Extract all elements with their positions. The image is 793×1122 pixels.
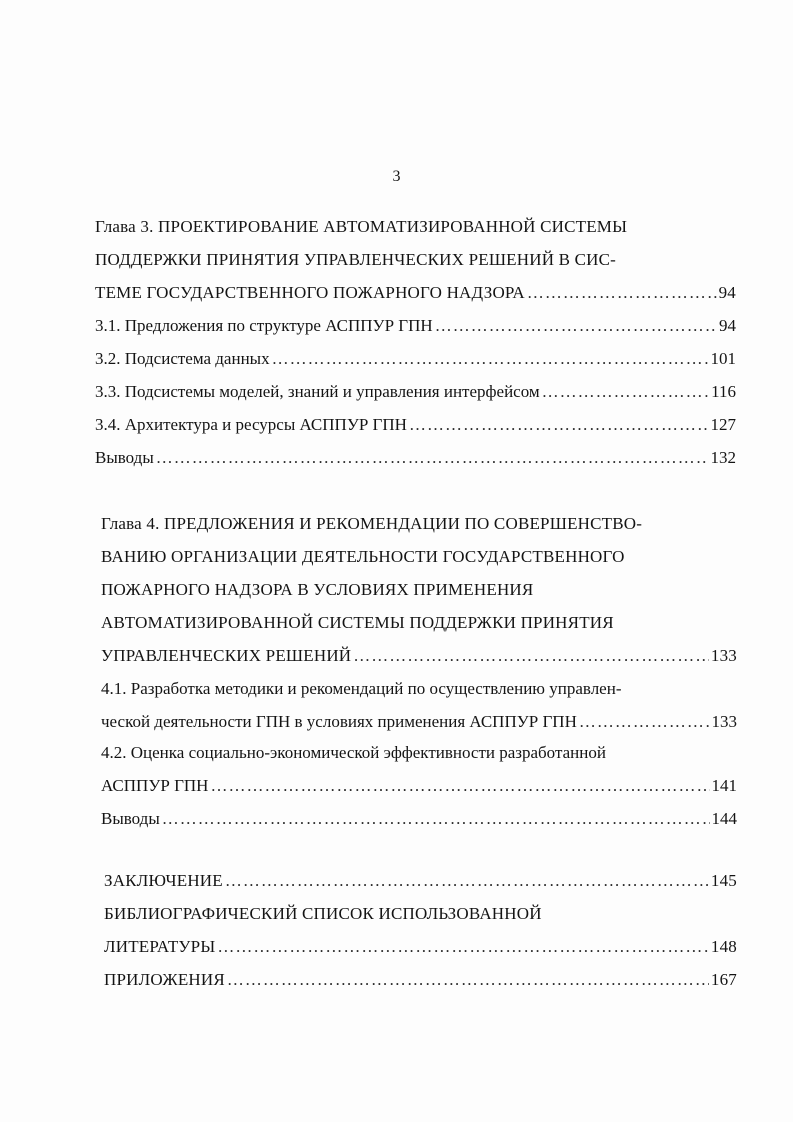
entry-label: 3.4. Архитектура и ресурсы АСППУР ГПН bbox=[95, 415, 407, 434]
page-ref: 145 bbox=[710, 871, 737, 890]
toc-entry-4-2-line-1: 4.2. Оценка социально-экономической эффективности разработанной bbox=[101, 743, 606, 762]
page-ref: 101 bbox=[710, 349, 736, 368]
dot-leader bbox=[353, 645, 709, 667]
dot-leader bbox=[435, 315, 717, 337]
dot-leader bbox=[409, 414, 709, 436]
toc-entry-conclusion[interactable] bbox=[104, 870, 737, 892]
entry-label: АСППУР ГПН bbox=[101, 776, 209, 795]
chapter3-title-line-2: ПОДДЕРЖКИ ПРИНЯТИЯ УПРАВЛЕНЧЕСКИХ РЕШЕНИЙ В СИС- bbox=[95, 250, 617, 269]
chapter4-title-entry[interactable] bbox=[101, 645, 737, 667]
dot-leader bbox=[225, 870, 709, 892]
dot-leader bbox=[156, 447, 709, 469]
chapter3-title-line-1: Глава 3. ПРОЕКТИРОВАНИЕ АВТОМАТИЗИРОВАННОЙ СИСТЕМЫ bbox=[95, 217, 628, 236]
dot-leader bbox=[272, 348, 709, 370]
dot-leader bbox=[542, 381, 709, 403]
entry-label: ЛИТЕРАТУРЫ bbox=[104, 937, 216, 956]
chapter3-title-line-3: ТЕМЕ ГОСУДАРСТВЕННОГО ПОЖАРНОГО НАДЗОРА bbox=[95, 283, 525, 302]
toc-entry-4-1-line-1: 4.1. Разработка методики и рекомендаций по осуществлению управлен- bbox=[101, 679, 622, 698]
entry-label: Выводы bbox=[101, 809, 160, 828]
toc-entry-3-1[interactable] bbox=[95, 315, 736, 337]
dot-leader bbox=[217, 936, 709, 958]
toc-entry-3-conclusions[interactable] bbox=[95, 447, 736, 469]
page-ref: 141 bbox=[711, 776, 737, 795]
entry-label: ческой деятельности ГПН в условиях применения АСППУР ГПН bbox=[101, 712, 577, 731]
entry-label: ПРИЛОЖЕНИЯ bbox=[104, 970, 225, 989]
toc-entry-4-conclusions[interactable] bbox=[101, 808, 737, 830]
toc-entry-4-1[interactable] bbox=[101, 711, 737, 733]
entry-label: ЗАКЛЮЧЕНИЕ bbox=[104, 871, 223, 890]
chapter4-title-line-3: ПОЖАРНОГО НАДЗОРА В УСЛОВИЯХ ПРИМЕНЕНИЯ bbox=[101, 580, 534, 599]
page-ref: 133 bbox=[711, 712, 737, 731]
page-ref: 116 bbox=[711, 382, 736, 401]
chapter4-title-line-5: УПРАВЛЕНЧЕСКИХ РЕШЕНИЙ bbox=[101, 646, 352, 665]
chapter3-title-entry[interactable] bbox=[95, 282, 736, 304]
dot-leader bbox=[227, 969, 709, 991]
toc-entry-bibliography-line-1: БИБЛИОГРАФИЧЕСКИЙ СПИСОК ИСПОЛЬЗОВАННОЙ bbox=[104, 904, 542, 923]
page-ref: 148 bbox=[710, 937, 737, 956]
toc-entry-3-2[interactable] bbox=[95, 348, 736, 370]
dot-leader bbox=[210, 775, 709, 797]
page-ref: 132 bbox=[710, 448, 736, 467]
chapter4-title-line-1: Глава 4. ПРЕДЛОЖЕНИЯ И РЕКОМЕНДАЦИИ ПО СОВЕРШЕНСТВО- bbox=[101, 514, 643, 533]
toc-entry-bibliography[interactable] bbox=[104, 936, 737, 958]
entry-label: 3.3. Подсистемы моделей, знаний и управления интерфейсом bbox=[95, 382, 540, 401]
toc-entry-3-4[interactable] bbox=[95, 414, 736, 436]
entry-label: Выводы bbox=[95, 448, 154, 467]
page-ref: 144 bbox=[711, 809, 737, 828]
toc-entry-appendices[interactable] bbox=[104, 969, 737, 991]
dot-leader bbox=[162, 808, 710, 830]
entry-label: 3.1. Предложения по структуре АСППУР ГПН bbox=[95, 316, 433, 335]
toc-entry-4-2[interactable] bbox=[101, 775, 737, 797]
toc-entry-3-3[interactable] bbox=[95, 381, 736, 403]
chapter4-title-line-4: АВТОМАТИЗИРОВАННОЙ СИСТЕМЫ ПОДДЕРЖКИ ПРИНЯТИЯ bbox=[101, 613, 614, 632]
page-number: 3 bbox=[392, 168, 401, 185]
dot-leader bbox=[579, 711, 710, 733]
page-ref: 167 bbox=[710, 970, 737, 989]
entry-label: 3.2. Подсистема данных bbox=[95, 349, 270, 368]
dot-leader bbox=[527, 282, 717, 304]
chapter4-title-line-2: ВАНИЮ ОРГАНИЗАЦИИ ДЕЯТЕЛЬНОСТИ ГОСУДАРСТВЕННОГО bbox=[101, 547, 625, 566]
page-ref: 133 bbox=[710, 646, 737, 665]
page-ref: 94 bbox=[719, 316, 736, 335]
page-ref: 127 bbox=[710, 415, 736, 434]
page-ref: 94 bbox=[718, 283, 736, 302]
